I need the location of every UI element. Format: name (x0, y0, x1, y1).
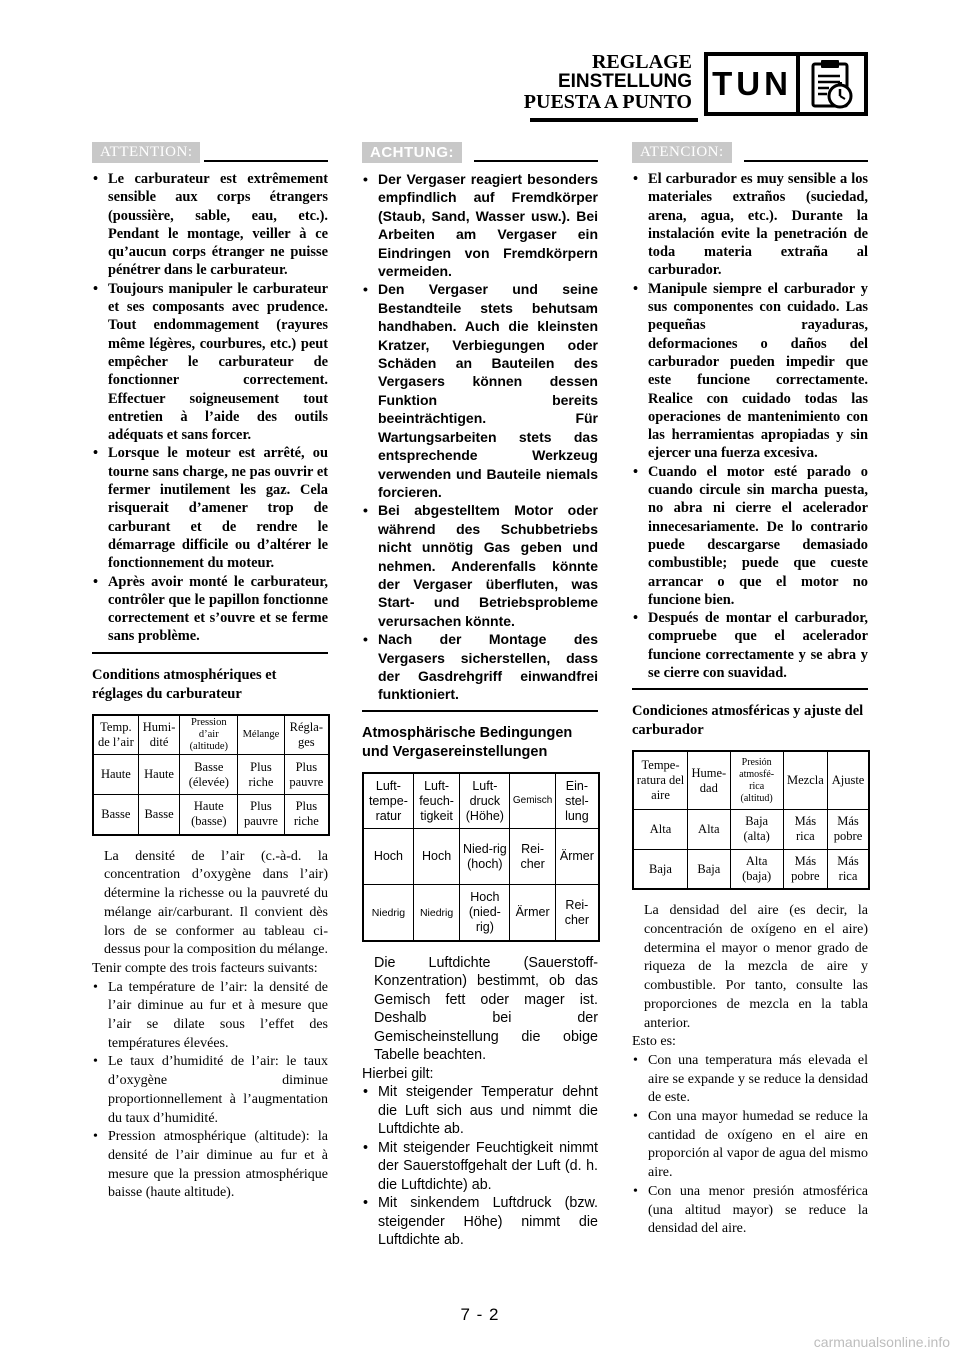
factors-list (92, 979, 328, 1203)
caution-label: ACHTUNG: (362, 142, 462, 163)
caution-rule (204, 160, 328, 162)
table-cell: Rei-cher (555, 885, 599, 941)
section-code-box (704, 52, 800, 116)
table-cell: Hoch (nied-rig) (460, 885, 510, 941)
caution-header (632, 142, 868, 168)
table-header-cell: Ein-stel-lung (555, 773, 599, 829)
section-title: Conditions atmosphériques et réglages du carburateur (92, 666, 277, 702)
caution-item: • Après avoir monté le carburateur, contrôler que le papillon fonctionne correctement et s’ouvre et se ferme sans problème. (92, 573, 328, 646)
watermark: carmanualsonline.info (813, 1334, 950, 1350)
table-cell: Baja (633, 849, 688, 889)
table-cell: Basse (93, 795, 138, 835)
caution-list (92, 170, 328, 646)
table-cell: Alta (633, 809, 688, 849)
table-cell: Basse (élevée) (180, 755, 238, 795)
table-header-cell: Mélange (238, 715, 284, 755)
section-title: Condiciones atmosféricas y ajuste del carburador (632, 703, 864, 739)
caution-rule (744, 160, 868, 162)
table-cell: Ärmer (510, 885, 555, 941)
table-cell: Nied-rig (hoch) (460, 829, 510, 885)
caution-list (362, 170, 598, 704)
table-header-cell: Humi-dité (138, 715, 180, 755)
body-text (92, 848, 328, 1203)
table-cell: Haute (basse) (180, 795, 238, 835)
factor-item: • Pression atmosphérique (altitude): la densité de l’air diminue au fur et à mesure que la pression atmosphérique baisse (haute altitude). (92, 1128, 328, 1203)
factor-item: • Con una temperatura más elevada el aire se expande y se reduce la densidad de este. (632, 1052, 868, 1108)
table-cell: Hoch (363, 829, 413, 885)
table-header-cell: Temp. de l’air (93, 715, 138, 755)
factor-item: • Con una menor presión atmosférica (una altitud mayor) se reduce la densidad del aire. (632, 1183, 868, 1239)
caution-label: ATENCION: (632, 142, 732, 163)
body-text (362, 954, 598, 1250)
factor-item: • Mit steigender Feuchtigkeit nimmt der Sauerstoffgehalt der Luft (d. h. die Luftdichte) ab. (362, 1139, 598, 1195)
caution-item: • Le carburateur est extrêmement sensible aux corps étrangers (poussière, sable, eau, etc.). Pendant le montage, veiller à ce qu’aucun corps étranger ne puisse pénétrer dans le carburateur. (92, 170, 328, 280)
factor-item: • Mit sinkendem Luftdruck (bzw. steigender Höhe) nimmt die Luftdichte ab. (362, 1194, 598, 1250)
table-header-cell: Tempe-ratura del aire (633, 751, 688, 809)
table-cell: Más rica (783, 809, 827, 849)
table-row (363, 885, 599, 941)
caution-rule (474, 160, 598, 162)
table-cell: Ärmer (555, 829, 599, 885)
table-header-cell: Mezcla (783, 751, 827, 809)
table-row (363, 829, 599, 885)
caution-item: • Después de montar el carburador, compruebe que el acelerador funcione correctamente y se abra y se cierre con suavidad. (632, 609, 868, 682)
caution-end-rule (362, 710, 598, 712)
table-cell: Más rica (828, 849, 869, 889)
table-row (93, 795, 329, 835)
section-code: TUN (712, 65, 792, 102)
factors-list (632, 1052, 868, 1239)
caution-end-rule (632, 688, 868, 690)
table-header-cell: Presión atmosfé-rica (altitud) (730, 751, 783, 809)
conditions-table (632, 750, 870, 890)
header-rule (530, 118, 698, 122)
caution-item: • Den Vergaser und seine Bestandteile stets behutsam handhaben. Auch die kleinsten Kratzer, Verbiegungen oder Schäden an Bauteilen des Vergasers können dessen Funktion bereits beeinträchtigen. Für Wartungsarbeiten stets das entsprechende Werkzeug verwenden und Bauteile niemals forcieren. (362, 280, 598, 501)
table-header-row (363, 773, 599, 829)
table-cell: Haute (138, 755, 180, 795)
table-cell: Plus pauvre (238, 795, 284, 835)
title-es: PUESTA A PUNTO (523, 91, 692, 113)
caution-label: ATTENTION: (92, 142, 200, 163)
caution-item: • Der Vergaser reagiert besonders empfindlich auf Fremdkörper (Staub, Sand, Wasser usw.). Bei Arbeiten am Vergaser ein Eindringen von Fremdkörpern vermeiden. (362, 170, 598, 280)
table-cell: Haute (93, 755, 138, 795)
conditions-table (362, 772, 600, 942)
table-cell: Alta (baja) (730, 849, 783, 889)
column-spanish (632, 142, 868, 1239)
table-header-cell: Luft-feuch-tigkeit (413, 773, 459, 829)
table-header-cell: Luft-druck (Höhe) (460, 773, 510, 829)
factors-lead: Tenir compte des trois facteurs suivants: (92, 960, 318, 976)
table-header-cell: Régla-ges (284, 715, 329, 755)
factors-lead: Esto es: (632, 1034, 676, 1050)
table-cell: Más pobre (828, 809, 869, 849)
caution-item: • Manipule siempre el carburador y sus componentes con cuidado. Las pequeñas rayaduras, deformaciones o daños del carburador pueden impedir que este funcione correctamente. Realice con cuidado todas las operaciones de mantenimiento con las herramientas apropiadas y sin ejercer una fuerza excesiva. (632, 280, 868, 463)
section-title: Atmosphärische Bedingungen und Vergasereinstellungen (362, 724, 573, 760)
caution-item: • El carburador es muy sensible a los materiales extraños (suciedad, arena, agua, etc.). Durante la instalación evite la penetración de toda materia extraña al carburador. (632, 170, 868, 280)
intro-paragraph: La densidad del aire (es decir, la concentración de oxígeno en el aire) determina el mayor o menor grado de riqueza de la mezcla de aire y combustible. Por tanto, consulte las proporciones de mezcla en la tabla anterior. (644, 903, 868, 1031)
caution-item: • Toujours manipuler le carburateur et ses composants avec prudence. Tout endommagement (rayures même légères, courbures, etc.) peut empêcher le carburateur de fonctionner correctement. Effectuer soigneusement tout entretien à l’aide des outils adéquats et sans forcer. (92, 280, 328, 445)
table-header-cell: Gemisch (510, 773, 555, 829)
table-header-cell: Pression d’air (altitude) (180, 715, 238, 755)
caution-list (632, 170, 868, 682)
factor-item: • Le taux d’humidité de l’air: le taux d’oxygène diminue proportionnellement à l’augmentation du taux d’humidité. (92, 1053, 328, 1128)
table-cell: Plus riche (238, 755, 284, 795)
factor-item: • La température de l’air: la densité de l’air diminue au fur et à mesure que l’air se dilate sous l’effet des températures élevées. (92, 979, 328, 1054)
table-cell: Plus pauvre (284, 755, 329, 795)
table-cell: Niedrig (413, 885, 459, 941)
table-header-row (93, 715, 329, 755)
factors-list (362, 1083, 598, 1250)
table-row (633, 849, 869, 889)
table-cell: Más pobre (783, 849, 827, 889)
caution-item: • Lorsque le moteur est arrêté, ou tourne sans charge, ne pas ouvrir et fermer inutilement les gaz. Cela risquerait d’amener trop de carburant et de rendre le démarrage difficile ou d’altérer le fonctionnement du moteur. (92, 444, 328, 572)
table-cell: Basse (138, 795, 180, 835)
caution-item: • Nach der Montage des Vergasers sicherstellen, dass der Gasdrehgriff einwandfrei funktioniert. (362, 630, 598, 704)
header-titles (524, 52, 692, 112)
factors-lead: Hierbei gilt: (362, 1065, 434, 1082)
clipboard-stopwatch-icon (807, 58, 857, 110)
intro-paragraph: Die Luftdichte (Sauerstoff-Konzentration) bestimmt, ob das Gemisch fett oder mager ist. Deshalb bei der Gemischeinstellung die obige Tabelle beachten. (374, 954, 598, 1064)
table-header-cell: Hume-dad (688, 751, 731, 809)
table-row (633, 809, 869, 849)
table-row (93, 755, 329, 795)
table-cell: Rei-cher (510, 829, 555, 885)
column-german (362, 142, 598, 1250)
caution-end-rule (92, 652, 328, 654)
caution-header (362, 142, 598, 168)
column-french (92, 142, 328, 1203)
caution-header (92, 142, 328, 168)
table-cell: Alta (688, 809, 731, 849)
page-number: 7 - 2 (460, 1305, 500, 1324)
factor-item: • Mit steigender Temperatur dehnt die Luft sich aus und nimmt die Luftdichte ab. (362, 1083, 598, 1139)
table-cell: Niedrig (363, 885, 413, 941)
table-cell: Hoch (413, 829, 459, 885)
title-de: EINSTELLUNG (557, 71, 692, 92)
section-icon-box (800, 52, 868, 116)
body-text (632, 902, 868, 1239)
caution-item: • Cuando el motor esté parado o cuando circule sin marcha puesta, no abra ni cierre el acelerador innecesariamente. De lo contrario puede descargarse demasiado combustible; puede que cueste arrancar o que el motor no funcione bien. (632, 463, 868, 609)
conditions-table (92, 714, 330, 836)
table-header-cell: Luft-tempe-ratur (363, 773, 413, 829)
title-fr: REGLAGE (591, 51, 692, 73)
caution-item: • Bei abgestelltem Motor oder während des Schubbetriebs nicht unnötig Gas geben und nehmen. Anderenfalls könnte der Vergaser überfluten, was Start- und Betriebsprobleme verursachen könnte. (362, 501, 598, 630)
table-cell: Baja (alta) (730, 809, 783, 849)
table-header-cell: Ajuste (828, 751, 869, 809)
intro-paragraph: La densité de l’air (c.-à-d. la concentration d’oxygène dans l’air) détermine la richesse ou la pauvreté du mélange air/carburant. Il convient dès lors de se conformer au tableau ci-dessus pour la composition du mélange. (104, 848, 328, 958)
table-cell: Plus riche (284, 795, 329, 835)
factor-item: • Con una mayor humedad se reduce la cantidad de oxígeno en el aire en proporción al vapor de agua del mismo aire. (632, 1108, 868, 1183)
table-header-row (633, 751, 869, 809)
table-cell: Baja (688, 849, 731, 889)
